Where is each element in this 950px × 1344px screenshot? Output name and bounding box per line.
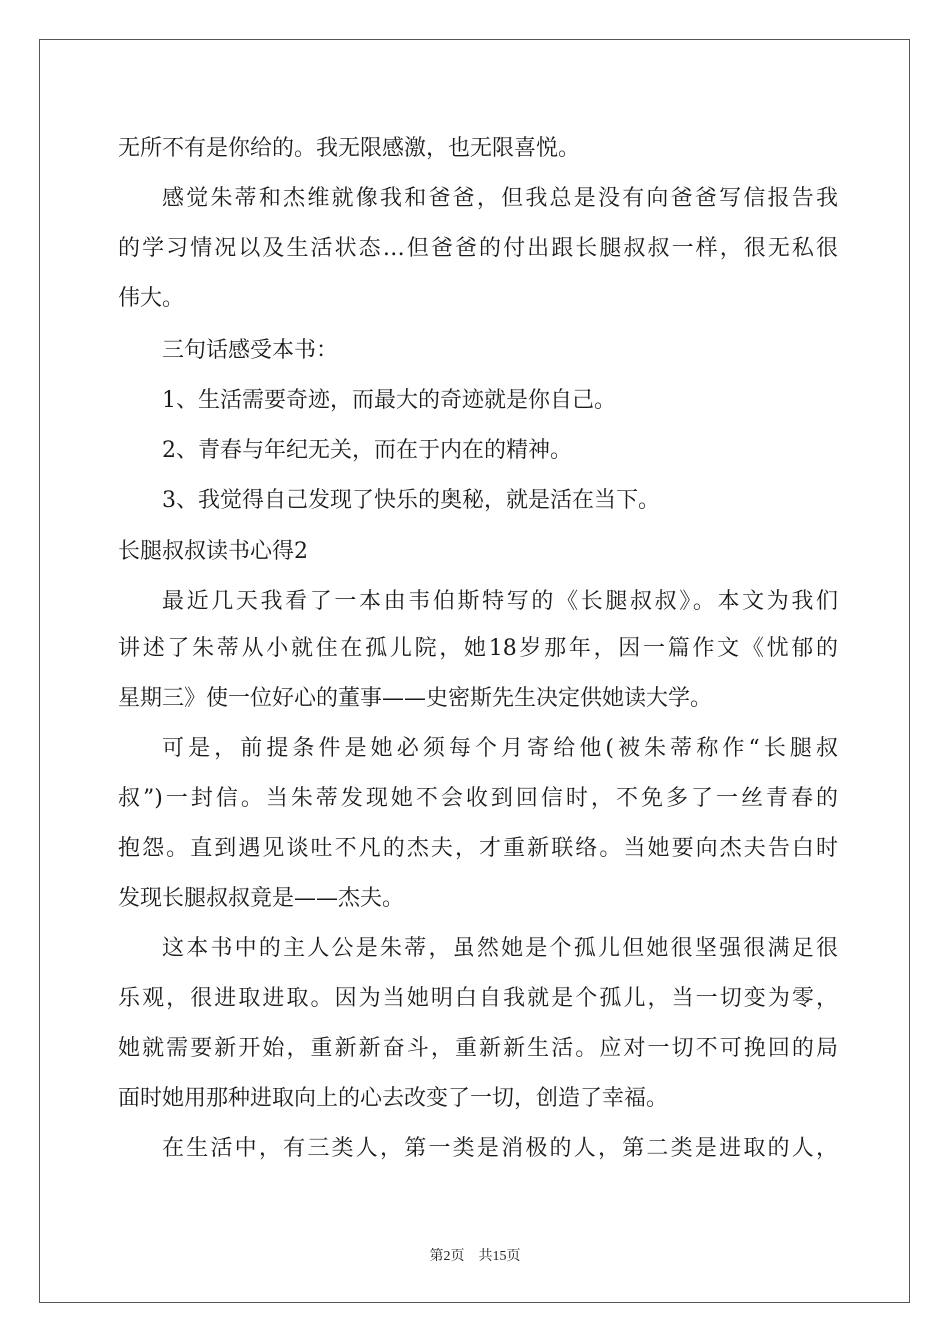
text-line: 可是，前提条件是她必须每个月寄给他(被朱蒂称作“长腿叔 [162, 736, 838, 761]
text-line: 三句话感受本书： [162, 338, 339, 363]
text-line: 感觉朱蒂和杰维就像我和爸爸，但我总是没有向爸爸写信报告我 [162, 186, 838, 211]
text-line: 乐观，很进取进取。因为当她明白自我就是个孤儿，当一切变为零， [118, 986, 838, 1011]
page-number: 第2页 [429, 1249, 465, 1264]
text-line: 讲述了朱蒂从小就住在孤儿院，她18岁那年，因一篇作文《忧郁的 [118, 636, 838, 661]
text-line: 抱怨。直到遇见谈吐不凡的杰夫，才重新联络。当她要向杰夫告白时 [118, 836, 838, 861]
text-line: 2、青春与年纪无关，而在于内在的精神。 [162, 438, 572, 463]
text-line: 面时她用那种进取向上的心去改变了一切，创造了幸福。 [118, 1086, 669, 1111]
text-line: 最近几天我看了一本由韦伯斯特写的《长腿叔叔》。本文为我们 [162, 589, 838, 614]
text-line: 无所不有是你给的。我无限感激，也无限喜悦。 [118, 136, 581, 161]
text-line: 叔”)一封信。当朱蒂发现她不会收到回信时，不免多了一丝青春的 [118, 786, 838, 811]
page-total: 共15页 [478, 1249, 521, 1264]
page-footer [0, 1245, 950, 1265]
text-line: 3、我觉得自己发现了快乐的奥秘，就是活在当下。 [162, 488, 660, 513]
text-line: 在生活中，有三类人，第一类是消极的人，第二类是进取的人， [162, 1136, 838, 1161]
text-line: 星期三》使一位好心的董事——史密斯先生决定供她读大学。 [118, 686, 713, 711]
section-heading: 长腿叔叔读书心得2 [118, 539, 308, 564]
text-line: 发现长腿叔叔竟是——杰夫。 [118, 886, 405, 911]
text-line: 的学习情况以及生活状态…但爸爸的付出跟长腿叔叔一样，很无私很 [118, 236, 838, 261]
text-line: 1、生活需要奇迹，而最大的奇迹就是你自己。 [162, 388, 616, 413]
text-line: 她就需要新开始，重新新奋斗，重新新生活。应对一切不可挽回的局 [118, 1036, 838, 1061]
text-line: 伟大。 [118, 286, 185, 311]
text-line: 这本书中的主人公是朱蒂，虽然她是个孤儿但她很坚强很满足很 [162, 936, 838, 961]
